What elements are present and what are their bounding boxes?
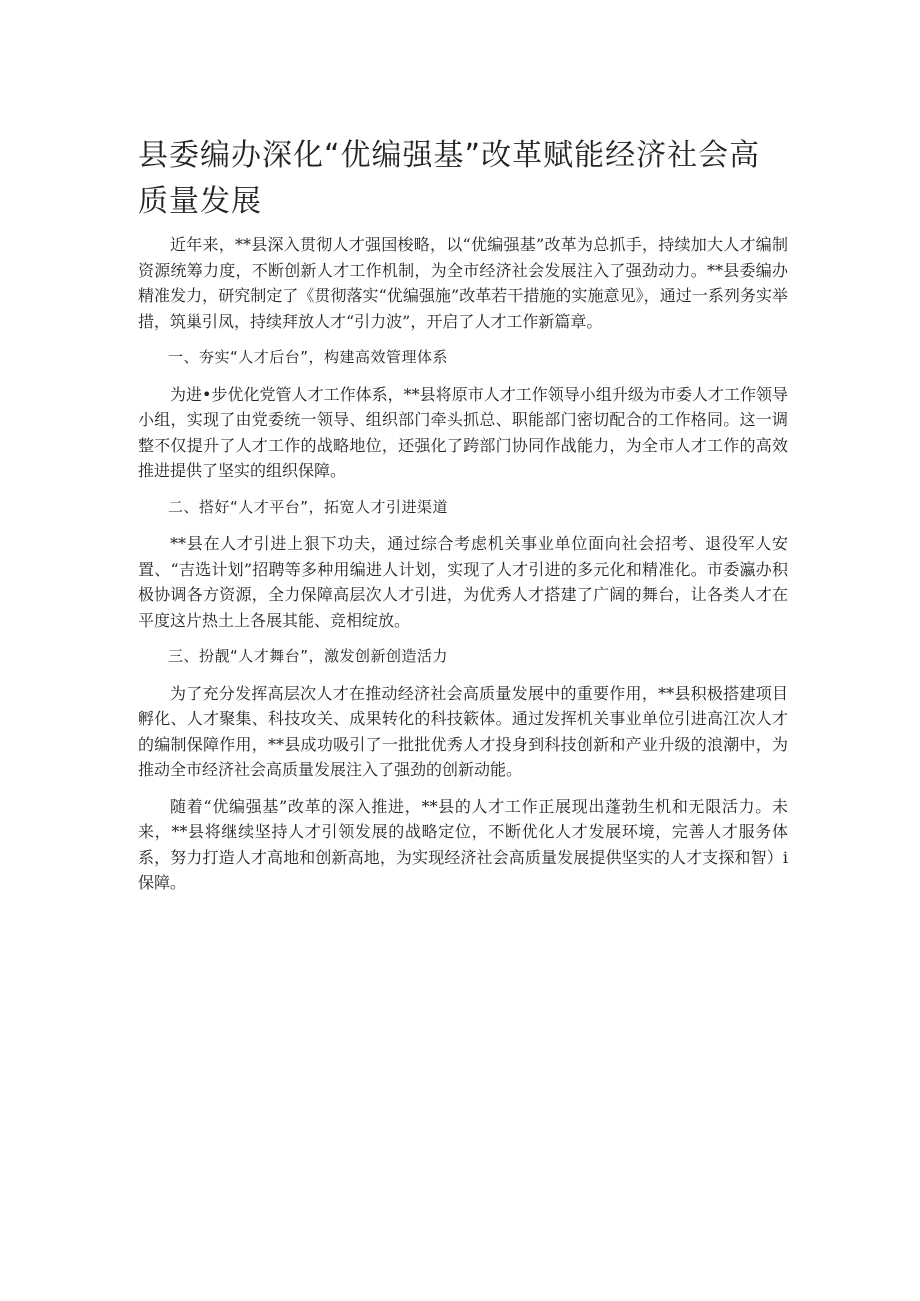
paragraph-conclusion: 随着“优编强基”改革的深入推进，**县的人才工作正展现出蓬勃生机和无限活力。未来，**县将继续坚持人才引领发展的战略定位，不断优化人才发展环境，完善人才服务体系，努力打造人才高地和创新高地，为实现经济社会高质量发展提供坚实的人才支探和智）i保障。 — [138, 796, 788, 892]
section-heading-2: 二、搭好“人才平台”，拓宽人才引进渠道 — [168, 497, 449, 516]
document-title: 县委编办深化“优编强基”改革赋能经济社会高质量发展 — [138, 138, 761, 219]
section-heading-3: 三、扮靓“人才舞台”，激发创新创造活力 — [168, 647, 449, 665]
paragraph-section-3: 为了充分发挥高层次人才在推动经济社会高质量发展中的重要作用，**县积极搭建项目孵化、人才聚集、科技攻关、成果转化的科技簌体。通过发挥机关事业单位引进高江次人才的编制保障作用，**县成功吸引了一批批优秀人才投身到科技创新和产业升级的浪潮中，为推动全市经济社会高质量发展注入了强劲的创新动能。 — [138, 683, 788, 779]
paragraph-intro: 近年来，**县深入贯彻人才强国梭略，以“优编强基”改革为总抓手，持续加大人才编制资源统筹力度，不断创新人才工作机制，为全市经济社会发展注入了强劲动力。**县委编办精准发力，研究制定了《贯彻落实“优编强施”改革若干措施的实施意见》，通过一系列务实举措，筑巢引凤，持续拜放人才“引力波”，开启了人才工作新篇章。 — [138, 235, 788, 331]
paragraph-section-2: **县在人才引进上狠下功夫，通过综合考虑机关事业单位面向社会招考、退役军人安置、“吉选计划”招聘等多种用编进人计划，实现了人才引进的多元化和精准化。市委瀛办积极协调各方资源，全力保障高层次人才引进，为优秀人才搭建了广阔的舞台，让各类人才在平度这片热土上各展其能、竞相绽放。 — [138, 534, 788, 630]
section-heading-1: 一、夯实“人才后台”，构建高效管理体系 — [168, 348, 449, 366]
paragraph-section-1: 为进•步优化党管人才工作体系，**县将原市人才工作领导小组升级为市委人才工作领导小组，实现了由党委统一领导、组织部门牵头抓总、职能部门密切配合的工作格同。这一调整不仅提升了人才工作的战略地位，还强化了跨部门协同作战能力，为全市人才工作的高效推进提供了坚实的组织保障。 — [138, 384, 788, 480]
document-body — [138, 232, 788, 907]
